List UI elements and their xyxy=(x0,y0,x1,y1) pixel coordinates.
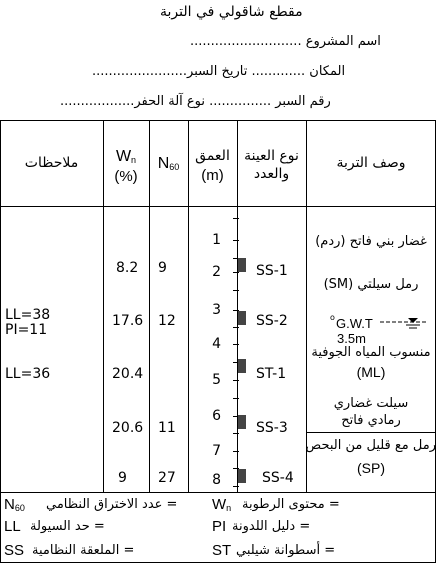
depth-tick-2-5 xyxy=(233,290,239,291)
depth-label: 5 xyxy=(212,372,221,388)
legend-wn-symbol: W xyxy=(212,496,227,513)
soil-silt-desc: سيلت غضاري xyxy=(333,396,409,411)
legend-wn-subscript: n xyxy=(226,503,232,513)
n60-value: 9 xyxy=(158,260,167,276)
header-divider xyxy=(0,206,436,207)
depth-label: 4 xyxy=(212,336,221,352)
table-top-border xyxy=(0,120,436,121)
borehole-rig-line: رقم السبر ............... نوع آلة الحفر.................. xyxy=(60,94,331,109)
header-wn-unit: (%) xyxy=(114,168,138,185)
depth-tick-3-5 xyxy=(233,327,239,328)
n60-value: 11 xyxy=(158,420,176,436)
header-depth-unit: (m) xyxy=(201,167,224,184)
legend-st-text: = أسطوانة شيلبي xyxy=(236,543,336,558)
depth-tick-0 xyxy=(233,218,239,219)
depth-tick-8 xyxy=(233,486,239,487)
depth-label: 1 xyxy=(212,232,221,248)
legend-wn xyxy=(212,496,231,513)
wn-value: 17.6 xyxy=(112,313,144,329)
sample-marker xyxy=(238,415,246,429)
table-bottom-border xyxy=(0,492,436,493)
header-sample-type: نوع العينة xyxy=(244,148,299,164)
header-notes: ملاحظات xyxy=(24,155,79,171)
depth-tick-4 xyxy=(233,344,239,345)
depth-label: 7 xyxy=(212,443,221,459)
wn-value: 20.6 xyxy=(112,420,144,436)
legend-n60-text: = عدد الاختراق النظامي xyxy=(46,497,178,512)
depth-tick-7 xyxy=(233,451,239,452)
page-title: مقطع شاقولي في التربة xyxy=(160,4,303,20)
depth-label: 6 xyxy=(212,408,221,424)
legend-ss: SS xyxy=(4,542,25,559)
header-sample-count: والعدد xyxy=(253,166,290,182)
sample-id: SS-1 xyxy=(256,263,288,279)
soil-sp-desc: رمل مع قليل من البحص xyxy=(305,438,436,453)
depth-label: 3 xyxy=(212,302,221,318)
header-n60-symbol: N xyxy=(157,155,170,172)
soil-layer-boundary xyxy=(306,432,436,433)
gwt-label: G.W.T xyxy=(336,316,373,331)
wn-value: 8.2 xyxy=(116,260,139,276)
header-wn-symbol: W xyxy=(115,148,132,165)
gwt-degree-mark: o xyxy=(330,313,335,322)
header-n60-subscript: 60 xyxy=(169,162,180,172)
note-ll: LL=38 xyxy=(5,307,51,323)
n60-value: 27 xyxy=(158,470,176,486)
depth-tick-1 xyxy=(233,240,239,241)
soil-sp-symbol: (SP) xyxy=(357,460,385,476)
col-divider-wn xyxy=(149,120,150,492)
legend-pi-text: = دليل اللدونة xyxy=(232,519,311,534)
gwt-depth: 3.5m xyxy=(337,331,366,346)
depth-label: 2 xyxy=(212,264,221,280)
legend-ss-text: = الملعقة النظامية xyxy=(32,543,135,558)
wn-value: 20.4 xyxy=(112,366,144,382)
soil-fill-desc: غضار بني فاتح (ردم) xyxy=(315,234,427,249)
col-divider-sample xyxy=(306,120,307,492)
soil-sm-desc: رمل سيلتي (SM) xyxy=(323,277,419,292)
project-name-line: اسم المشروع ........................... xyxy=(190,34,381,49)
sample-marker xyxy=(238,359,246,373)
place-date-line: المكان ............. تاريخ السبر....................... xyxy=(92,64,346,79)
table-left-border xyxy=(0,120,1,563)
sample-id: SS-3 xyxy=(256,420,288,436)
wn-value: 9 xyxy=(118,470,127,486)
legend-ll-text: = حد السيولة xyxy=(30,519,105,534)
sample-marker xyxy=(238,258,246,272)
legend-ll: LL xyxy=(4,518,21,535)
header-soil-description: وصف التربة xyxy=(336,155,406,171)
header-wn xyxy=(103,148,149,166)
legend-n60-symbol: N xyxy=(4,496,15,513)
legend-st: ST xyxy=(212,542,232,559)
header-depth: العمق xyxy=(195,148,230,164)
legend-wn-text: = محتوى الرطوبة xyxy=(242,497,340,512)
legend-pi: PI xyxy=(212,518,227,535)
soil-ml-desc: (ML) xyxy=(356,364,386,380)
header-wn-subscript: n xyxy=(131,155,137,165)
legend-n60 xyxy=(4,496,25,513)
depth-label: 8 xyxy=(212,472,221,488)
note-ll: LL=36 xyxy=(5,366,51,382)
depth-tick-5 xyxy=(233,380,239,381)
depth-tick-2 xyxy=(233,272,239,273)
sample-id: SS-2 xyxy=(256,313,288,329)
sample-id: SS-4 xyxy=(262,470,294,486)
depth-tick-6-5 xyxy=(233,433,239,434)
header-n60 xyxy=(149,155,188,173)
sample-id: ST-1 xyxy=(256,366,287,382)
sample-marker xyxy=(238,469,246,483)
soil-silt-desc-2: رمادي فاتح xyxy=(341,413,401,428)
note-pi: PI=11 xyxy=(5,322,48,338)
sample-marker xyxy=(238,311,246,325)
water-level-icon xyxy=(380,318,428,332)
gwt-description: منسوب المياه الجوفية xyxy=(311,345,431,360)
legend-n60-subscript: 60 xyxy=(14,503,25,513)
n60-value: 12 xyxy=(158,313,176,329)
depth-tick-5-5 xyxy=(233,398,239,399)
